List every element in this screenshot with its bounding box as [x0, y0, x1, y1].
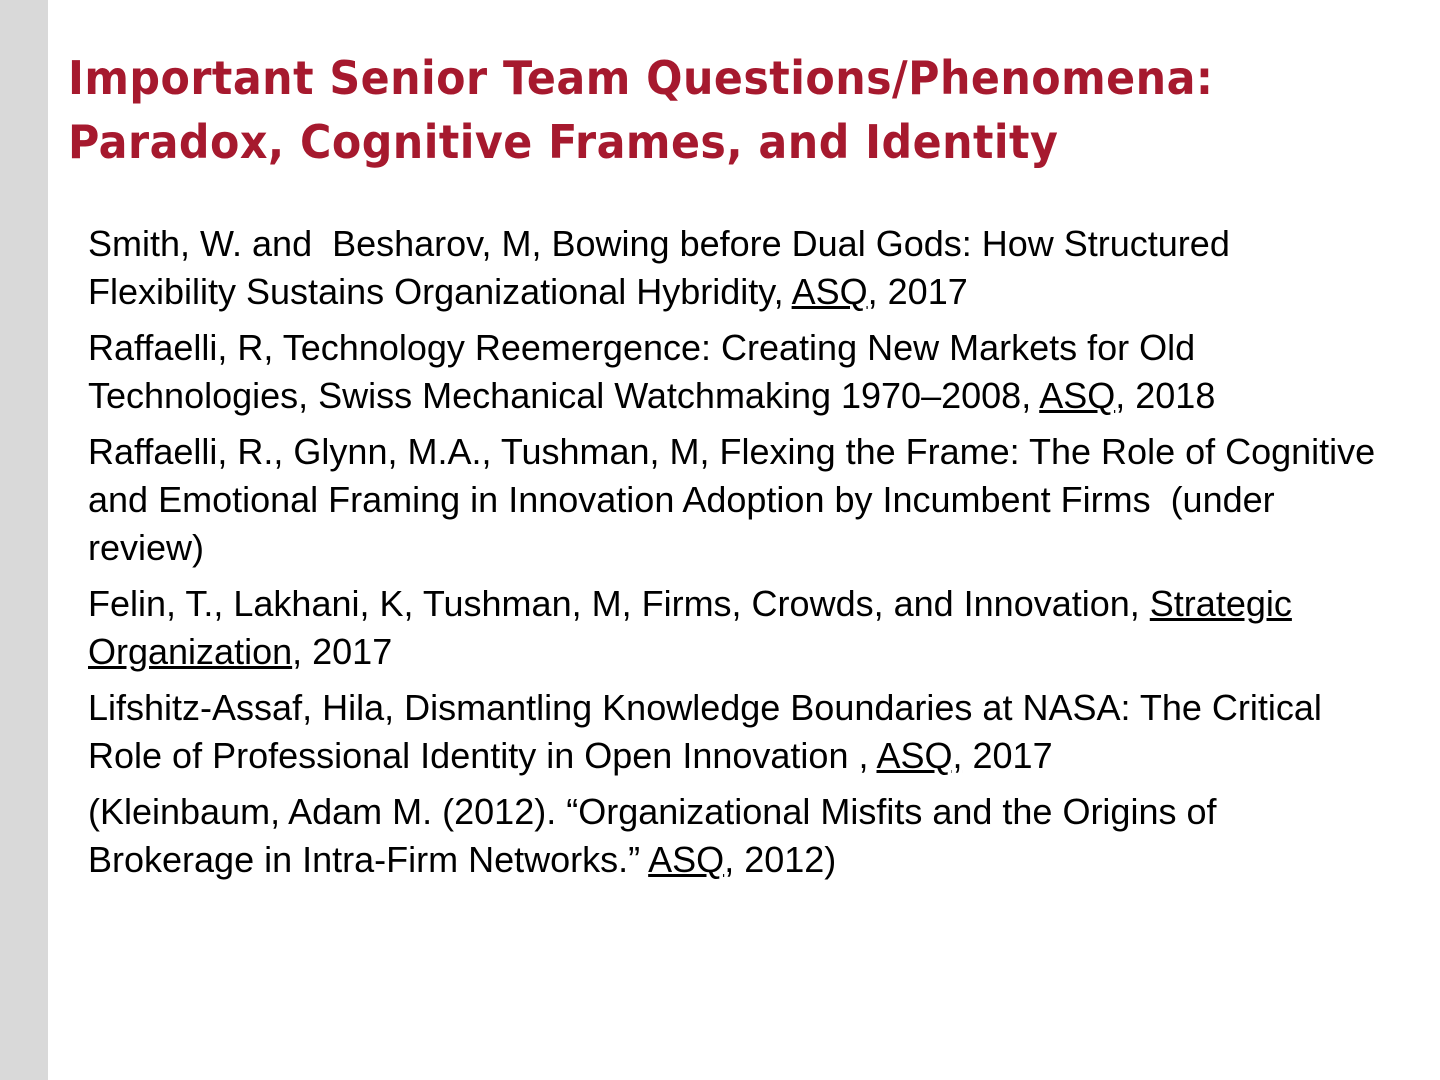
slide-title [68, 46, 1314, 174]
reference-item-5 [88, 684, 1378, 780]
journal-name: Strategic Organization [88, 583, 1292, 672]
journal-name: ASQ [1039, 375, 1116, 416]
reference-item-3 [88, 428, 1378, 572]
reference-text: (Kleinbaum, Adam M. (2012). “Organizational Misfits and the Origins of Brokerage in Intra-Firm Networks.” [88, 791, 1217, 880]
reference-year: , 2017 [292, 631, 393, 672]
journal-name: ASQ [648, 839, 725, 880]
reference-text: Smith, W. and Besharov, M, Bowing before Dual Gods: How Structured Flexibility Sustains Organizational Hybridity, [88, 223, 1230, 312]
reference-text: Raffaelli, R, Technology Reemergence: Creating New Markets for Old Technologies, Swiss Mechanical Watchmaking 1970–2008, [88, 327, 1196, 416]
reference-item-2 [88, 324, 1378, 420]
reference-item-4 [88, 580, 1378, 676]
reference-year: , 2017 [867, 271, 968, 312]
reference-year: 2017 [962, 735, 1053, 776]
reference-year: , 2012) [724, 839, 837, 880]
reference-text: Lifshitz-Assaf, Hila, Dismantling Knowledge Boundaries at NASA: The Critical Role of Professional Identity in Open Innovation , [88, 687, 1322, 776]
slide-title-line-2: Paradox, Cognitive Frames, and Identity [68, 115, 1059, 169]
journal-name: ASQ [791, 271, 868, 312]
journal-name: ASQ, [876, 735, 963, 776]
reference-text: Raffaelli, R., Glynn, M.A., Tushman, M, Flexing the Frame: The Role of Cognitive and Emotional Framing in Innovation Adoption by Incumbent Firms (under review) [88, 431, 1376, 568]
reference-item-6 [88, 788, 1378, 884]
reference-year: , 2018 [1115, 375, 1216, 416]
reference-item-1 [88, 220, 1378, 316]
left-sidebar-bar [0, 0, 48, 1080]
reference-text: Felin, T., Lakhani, K, Tushman, M, Firms, Crowds, and Innovation, [88, 583, 1150, 624]
slide-title-line-1: Important Senior Team Questions/Phenomena: [68, 51, 1214, 105]
reference-list [88, 220, 1378, 892]
